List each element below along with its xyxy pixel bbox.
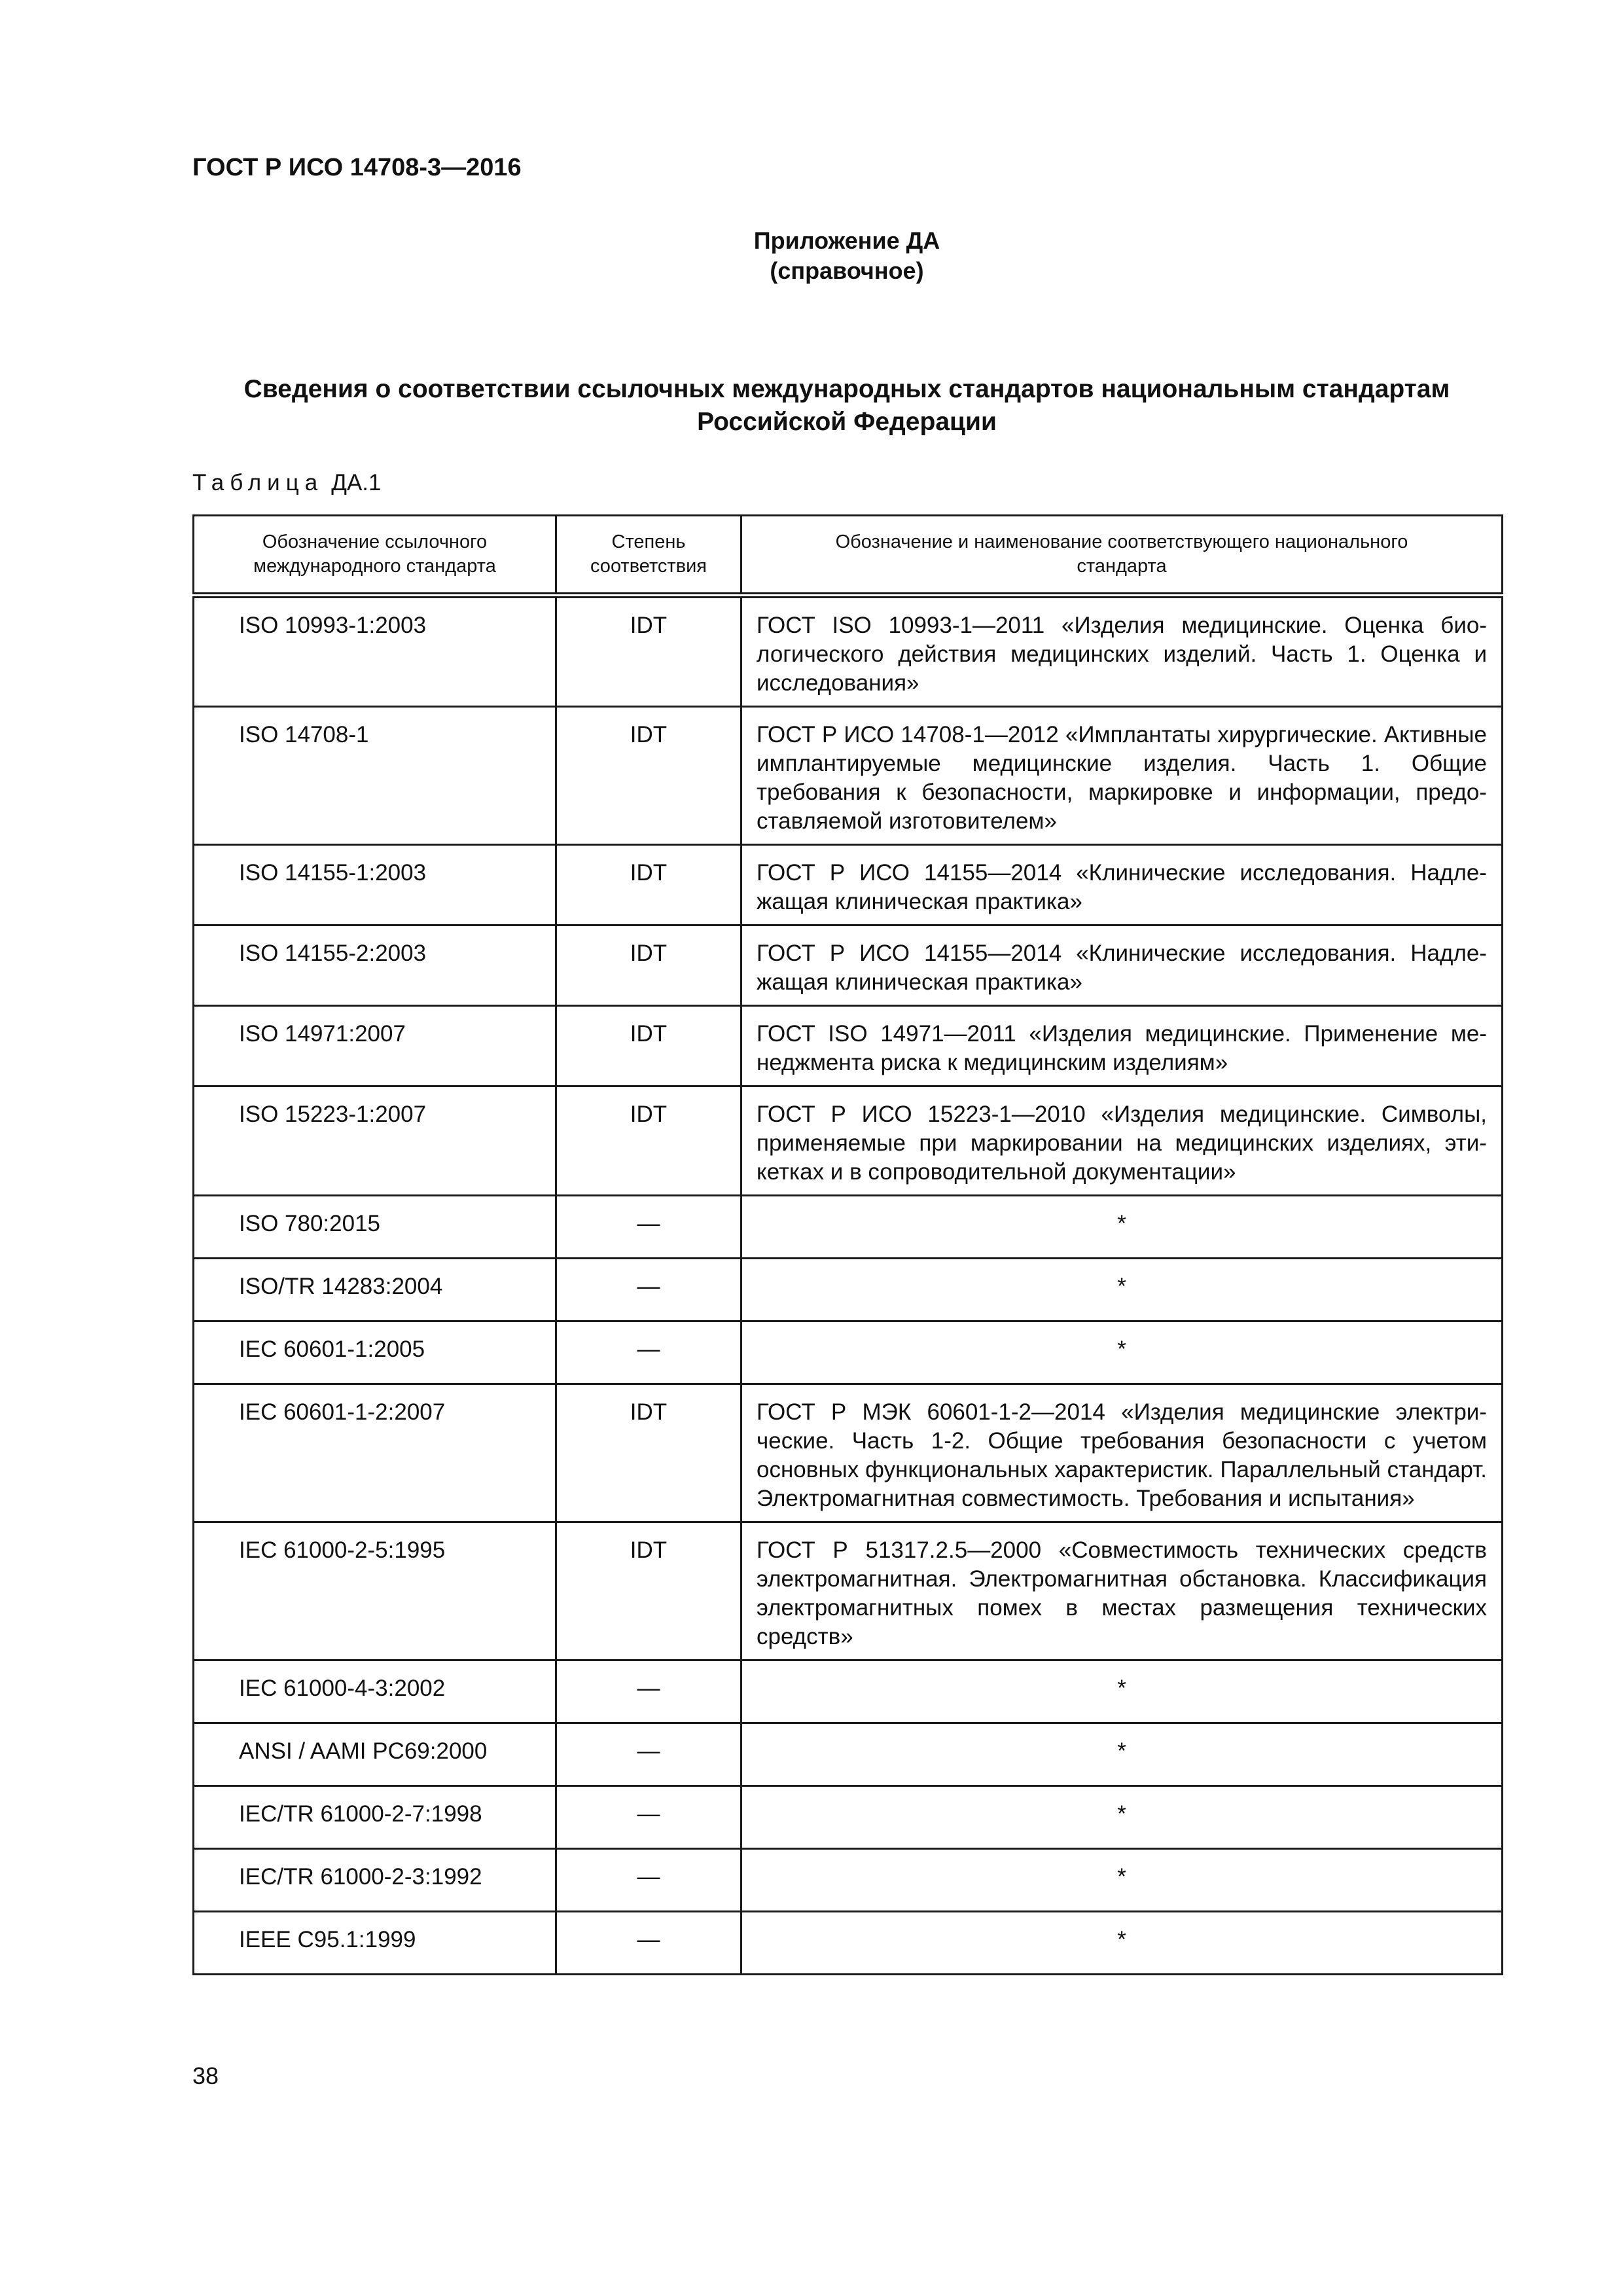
table-row [194,925,1503,1006]
header-degree-line-2: соответствия [590,556,707,577]
table-body [194,596,1503,1975]
table-row [194,1660,1503,1723]
header-designation-line-1: Обозначение ссылочного [262,531,488,552]
cell-degree: IDT [556,1006,741,1086]
cell-national: * [741,1660,1503,1723]
table-header-row [194,516,1503,596]
cell-degree: — [556,1196,741,1259]
cell-designation: IEC/TR 61000-2-3:1992 [194,1849,556,1912]
table-row [194,596,1503,707]
header-designation [194,516,556,596]
table-row [194,1723,1503,1786]
table-row [194,1259,1503,1321]
cell-designation: IEC/TR 61000-2-7:1998 [194,1786,556,1849]
cell-degree: IDT [556,596,741,707]
table-row [194,1321,1503,1384]
cell-national: ГОСТ ISO 14971—2011 «Изделия медицинские. Применение менеджмента риска к медицинским изделиям» [741,1006,1503,1086]
header-designation-line-2: международного стандарта [253,556,496,577]
cell-designation: ANSI / AAMI PC69:2000 [194,1723,556,1786]
annex-heading [192,226,1501,286]
table-row [194,845,1503,925]
table-row [194,1912,1503,1975]
cell-national: * [741,1786,1503,1849]
cell-national: ГОСТ Р ИСО 14708-1—2012 «Имплантаты хирургические. Активные имплантируемые медицинские изделия. Часть 1. Общие требования к безопасности, маркировке и информации, предоставляемой изготовителем» [741,707,1503,845]
correspondence-table [192,514,1503,1975]
header-degree-line-1: Степень [611,531,686,552]
cell-degree: — [556,1660,741,1723]
header-national-line-2: стандарта [1077,556,1167,577]
page-title-line-2: Российской Федерации [697,408,997,436]
cell-designation: IEC 61000-2-5:1995 [194,1522,556,1660]
cell-designation: ISO 15223-1:2007 [194,1086,556,1196]
cell-degree: — [556,1786,741,1849]
cell-designation: ISO 780:2015 [194,1196,556,1259]
cell-degree: IDT [556,845,741,925]
table-caption [192,469,381,497]
header-degree [556,516,741,596]
annex-label: Приложение ДА [753,227,940,254]
cell-designation: ISO 14708-1 [194,707,556,845]
cell-national: * [741,1849,1503,1912]
table-row [194,707,1503,845]
table-row [194,1384,1503,1522]
cell-designation: IEC 60601-1:2005 [194,1321,556,1384]
cell-national: * [741,1259,1503,1321]
cell-degree: IDT [556,925,741,1006]
table-row [194,1086,1503,1196]
cell-national: ГОСТ ISO 10993-1—2011 «Изделия медицинские. Оценка биологического действия медицинских изделий. Часть 1. Оценка и исследования» [741,596,1503,707]
header-national [741,516,1503,596]
cell-national: ГОСТ Р МЭК 60601-1-2—2014 «Изделия медицинские электрические. Часть 1-2. Общие требования безопасности с учетом основных функциональных характеристик. Параллельный стандарт. Электромагнитная совместимость. Требования и испытания» [741,1384,1503,1522]
cell-designation: IEC 61000-4-3:2002 [194,1660,556,1723]
cell-degree: IDT [556,1522,741,1660]
cell-degree: IDT [556,707,741,845]
cell-designation: ISO 10993-1:2003 [194,596,556,707]
table-row [194,1849,1503,1912]
cell-national: * [741,1196,1503,1259]
table-row [194,1006,1503,1086]
cell-national: ГОСТ Р ИСО 15223-1—2010 «Изделия медицинские. Символы, применяемые при маркировании на медицинских изделиях, этикетках и в сопроводительной документации» [741,1086,1503,1196]
cell-national: ГОСТ Р ИСО 14155—2014 «Клинические исследования. Надлежащая клиническая практика» [741,845,1503,925]
cell-designation: ISO/TR 14283:2004 [194,1259,556,1321]
table-caption-word: Таблица [192,470,324,495]
cell-designation: IEEE C95.1:1999 [194,1912,556,1975]
cell-designation: ISO 14971:2007 [194,1006,556,1086]
header-national-line-1: Обозначение и наименование соответствующего национального [835,531,1408,552]
table-row [194,1786,1503,1849]
cell-national: ГОСТ Р ИСО 14155—2014 «Клинические исследования. Надлежащая клиническая практика» [741,925,1503,1006]
table-caption-number: ДА.1 [331,470,382,495]
cell-degree: — [556,1849,741,1912]
page-title [192,373,1501,439]
cell-degree: — [556,1321,741,1384]
cell-national: * [741,1723,1503,1786]
page-number: 38 [192,2062,219,2089]
cell-national: * [741,1912,1503,1975]
cell-designation: IEC 60601-1-2:2007 [194,1384,556,1522]
cell-degree: — [556,1259,741,1321]
document-header-code: ГОСТ Р ИСО 14708-3—2016 [192,154,522,181]
cell-degree: — [556,1912,741,1975]
page-title-line-1: Сведения о соответствии ссылочных международных стандартов национальным стандартам [243,375,1450,403]
cell-designation: ISO 14155-2:2003 [194,925,556,1006]
cell-national: ГОСТ Р 51317.2.5—2000 «Совместимость технических средств электромагнитная. Электромагнитная обстановка. Классификация электромагнитных помех в местах размещения технических средств» [741,1522,1503,1660]
cell-degree: — [556,1723,741,1786]
table-row [194,1522,1503,1660]
cell-designation: ISO 14155-1:2003 [194,845,556,925]
cell-national: * [741,1321,1503,1384]
annex-type: (справочное) [770,257,924,284]
table-row [194,1196,1503,1259]
cell-degree: IDT [556,1086,741,1196]
cell-degree: IDT [556,1384,741,1522]
